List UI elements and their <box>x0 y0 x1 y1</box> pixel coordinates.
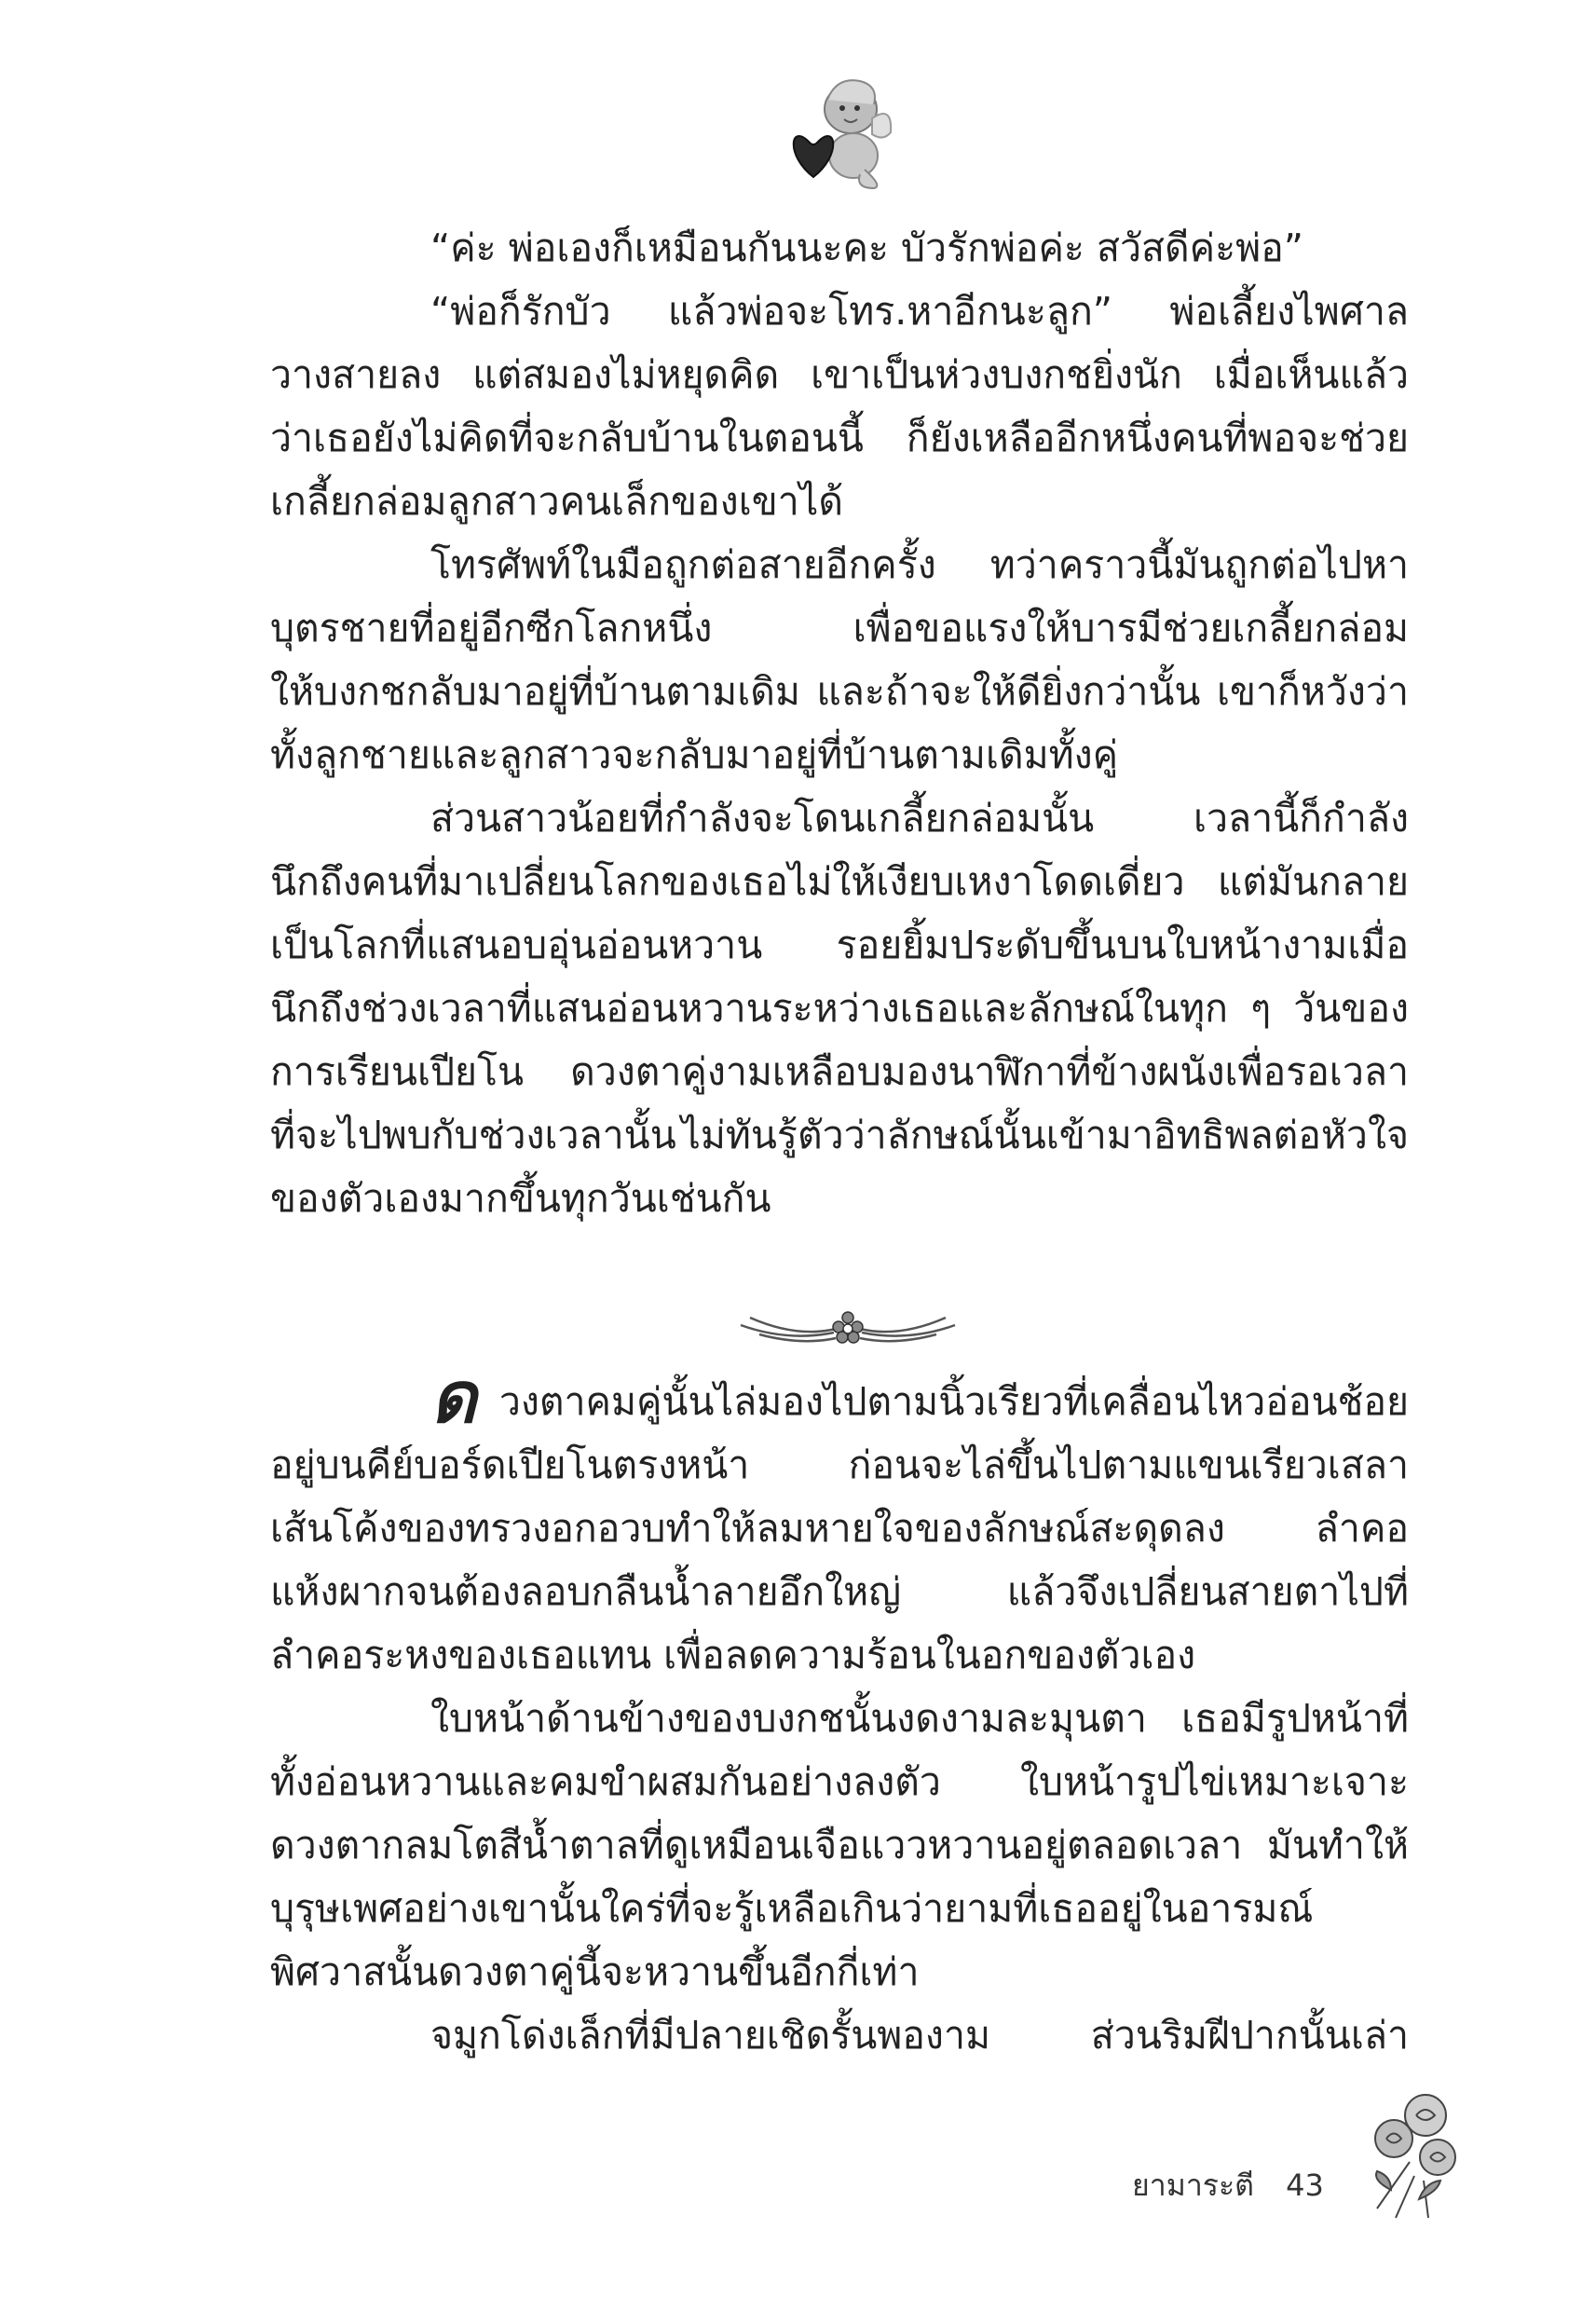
word: เป็นโลกที่แสนอบอุ่นอ่อนหวาน <box>270 923 763 967</box>
word: ว่าเธอยังไม่คิดที่จะกลับบ้านในตอนนี้ <box>270 416 864 460</box>
text-line <box>270 343 1409 406</box>
word: แต่มันกลาย <box>1217 859 1409 904</box>
roses-icon <box>1340 2087 1470 2227</box>
text-line <box>270 280 1409 343</box>
word: “พ่อก็รักบัว <box>430 289 611 334</box>
line-text: พิศวาสนั้นดวงตาคู่นี้จะหวานขึ้นอีกกี่เท่า <box>270 1949 920 1994</box>
text-line <box>270 1750 1409 1813</box>
text-line <box>270 216 1409 280</box>
word: เมื่อเห็นแล้ว <box>1213 352 1409 397</box>
word: ๆ <box>1250 986 1272 1031</box>
text-line <box>270 977 1409 1040</box>
word: แล้วจึงเปลี่ยนสายตาไปที่ <box>1006 1569 1409 1614</box>
text-line <box>270 1167 1409 1230</box>
word: เพื่อขอแรงให้บารมีช่วยเกลี้ยกล่อม <box>853 606 1409 650</box>
word: ดวงตากลมโตสีน้ำตาลที่ดูเหมือนเจือแววหวานอยู่ตลอดเวลา <box>270 1823 1243 1867</box>
text-line <box>270 1040 1409 1103</box>
page-number: 43 <box>1286 2167 1324 2203</box>
word: แล้วพ่อจะโทร.หาอีกนะลูก” <box>667 289 1113 334</box>
text-line <box>270 913 1409 977</box>
word: ส่วนริมฝีปากนั้นเล่า <box>1090 2013 1409 2058</box>
word: รอยยิ้มประดับขึ้นบนใบหน้างามเมื่อ <box>836 923 1409 967</box>
text-line <box>270 1813 1409 1877</box>
word: ทั้งอ่อนหวานและคมขำผสมกันอย่างลงตัว <box>270 1759 941 1804</box>
text-line <box>270 470 1409 533</box>
word: พ่อเลี้ยงไพศาล <box>1169 289 1409 334</box>
word: อยู่บนคีย์บอร์ดเปียโนตรงหน้า <box>270 1443 750 1487</box>
text-line <box>270 533 1409 596</box>
book-title: ยามาระตี <box>1132 2167 1254 2203</box>
word: ไม่ทันรู้ตัวว่าลักษณ์นั้นเข้ามาอิทธิพลต่อหัวใจ <box>681 1113 1409 1157</box>
text-line <box>270 1560 1409 1623</box>
text-line <box>270 1687 1409 1750</box>
line-text: เกลี้ยกล่อมลูกสาวคนเล็กของเขาได้ <box>270 479 843 524</box>
word: เธอมีรูปหน้าที่ <box>1181 1696 1409 1741</box>
word: ใบหน้าด้านข้างของบงกชนั้นงดงามละมุนตา <box>430 1696 1147 1741</box>
word: เขาก็หวังว่า <box>1216 669 1409 714</box>
word: เวลานี้ก็กำลัง <box>1193 796 1409 841</box>
text-line <box>270 1623 1409 1687</box>
text-line <box>270 1103 1409 1167</box>
word: ใบหน้ารูปไข่เหมาะเจาะ <box>1019 1759 1409 1804</box>
word: การเรียนเปียโน <box>270 1049 525 1094</box>
text-line <box>270 1940 1409 2003</box>
page-footer <box>1132 2162 1324 2209</box>
word: แต่สมองไม่หยุดคิด <box>472 352 780 397</box>
word: วางสายลง <box>270 352 442 397</box>
line-text: วงตาคมคู่นั้นไล่มองไปตามนิ้วเรียวที่เคลื่อนไหวอ่อนช้อย <box>498 1379 1409 1424</box>
word: และถ้าจะให้ดียิ่งกว่านั้น <box>816 669 1201 714</box>
text-line <box>270 596 1409 660</box>
word: จมูกโด่งเล็กที่มีปลายเชิดรั้นพองาม <box>430 2013 990 2058</box>
text-line <box>270 406 1409 470</box>
text-block-2 <box>270 1356 1409 2067</box>
text-line <box>270 786 1409 850</box>
word: ดวงตาคู่งามเหลือบมองนาฬิกาที่ข้างผนังเพื่อรอเวลา <box>570 1049 1409 1094</box>
word: วันของ <box>1293 986 1409 1031</box>
word: ก่อนจะไล่ขึ้นไปตามแขนเรียวเสลา <box>848 1443 1409 1487</box>
word: นึกถึงคนที่มาเปลี่ยนโลกของเธอไม่ให้เงียบเหงาโดดเดี่ยว <box>270 859 1185 904</box>
line-text: ทั้งลูกชายและลูกสาวจะกลับมาอยู่ที่บ้านตามเดิมทั้งคู่ <box>270 732 1119 777</box>
drop-cap: ด <box>430 1356 477 1439</box>
text-line <box>270 660 1409 723</box>
text-block-1 <box>270 216 1409 1230</box>
text-line <box>270 1497 1409 1560</box>
word: ทว่าคราวนี้มันถูกต่อไปหา <box>989 542 1409 587</box>
line-text: บุรุษเพศอย่างเขานั้นใคร่ที่จะรู้เหลือเกินว่ายามที่เธออยู่ในอารมณ์ <box>270 1886 1314 1931</box>
word: ที่จะไปพบกับช่วงเวลานั้น <box>270 1113 676 1157</box>
line-text: ลำคอระหงของเธอแทน เพื่อลดความร้อนในอกของตัวเอง <box>270 1633 1196 1677</box>
word: เส้นโค้งของทรวงอกอวบทำให้ลมหายใจของลักษณ์สะดุดลง <box>270 1506 1225 1551</box>
line-text: “ค่ะ พ่อเองก็เหมือนกันนะคะ บัวรักพ่อค่ะ สวัสดีค่ะพ่อ” <box>430 226 1304 270</box>
word: ส่วนสาวน้อยที่กำลังจะโดนเกลี้ยกล่อมนั้น <box>430 796 1095 841</box>
word: ก็ยังเหลืออีกหนึ่งคนที่พอจะช่วย <box>906 416 1409 460</box>
word: เขาเป็นห่วงบงกชยิ่งนัก <box>811 352 1182 397</box>
text-line <box>270 850 1409 913</box>
word: ลำคอ <box>1315 1506 1409 1551</box>
line-text: ของตัวเองมากขึ้นทุกวันเช่นกัน <box>270 1176 771 1221</box>
word: มันทำให้ <box>1266 1823 1409 1867</box>
word: แห้งผากจนต้องลอบกลืนน้ำลายอึกใหญ่ <box>270 1569 902 1614</box>
cherub-heart-icon <box>781 67 897 193</box>
text-line <box>270 1877 1409 1940</box>
word: โทรศัพท์ในมือถูกต่อสายอีกครั้ง <box>430 542 936 587</box>
text-line <box>270 2003 1409 2067</box>
text-line <box>270 1433 1409 1497</box>
text-line <box>270 723 1409 786</box>
word: ให้บงกชกลับมาอยู่ที่บ้านตามเดิม <box>270 669 800 714</box>
text-line <box>270 1356 1409 1439</box>
word: นึกถึงช่วงเวลาที่แสนอ่อนหวานระหว่างเธอและลักษณ์ในทุก <box>270 986 1228 1031</box>
word: บุตรชายที่อยู่อีกซีกโลกหนึ่ง <box>270 606 713 650</box>
ornamental-divider-icon <box>731 1305 964 1356</box>
